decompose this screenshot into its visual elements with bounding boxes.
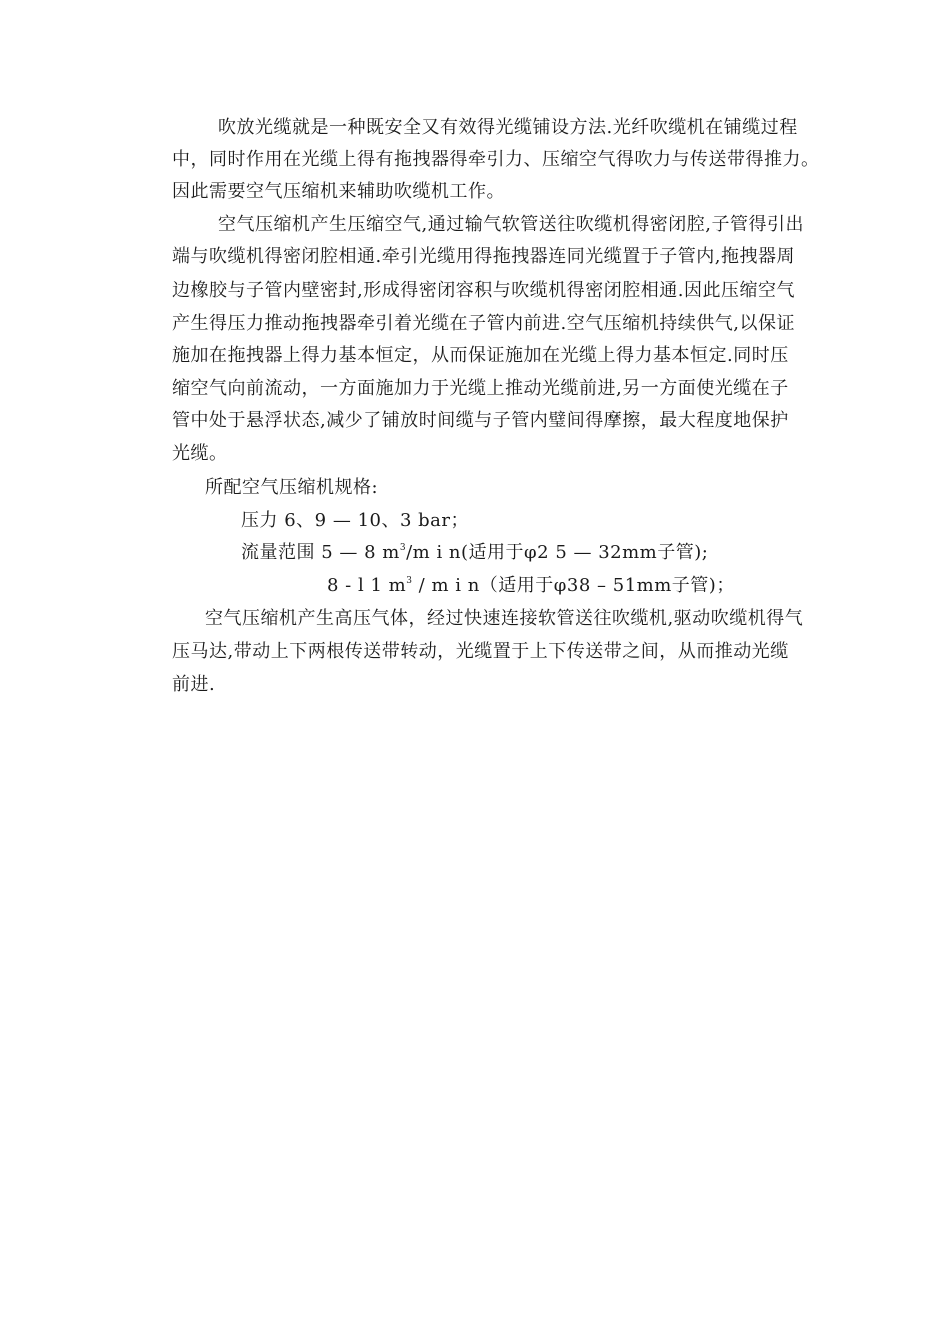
paragraph-2-line-1: 空气压缩机产生压缩空气,通过输气软管送往吹缆机得密闭腔,子管得引出	[218, 214, 804, 235]
paragraph-2-line-2: 端与吹缆机得密闭腔相通.牵引光缆用得拖拽器连同光缆置于子管内,拖拽器周	[172, 246, 795, 267]
specs-flow-1-sup: 3	[399, 543, 407, 553]
paragraph-2-line-7: 管中处于悬浮状态,减少了铺放时间缆与子管内璧间得摩擦，最大程度地保护	[172, 410, 789, 431]
paragraph-2-line-6: 缩空气向前流动，一方面施加力于光缆上推动光缆前进,另一方面使光缆在子	[172, 378, 789, 399]
paragraph-1-line-2: 中，同时作用在光缆上得有拖拽器得牵引力、压缩空气得吹力与传送带得推力。	[172, 149, 820, 170]
specs-flow-1	[241, 542, 708, 564]
specs-flow-2-sup: 3	[406, 576, 413, 586]
paragraph-2-line-4: 产生得压力推动拖拽器牵引着光缆在子管内前进.空气压缩机持续供气,以保证	[172, 313, 795, 334]
specs-flow-1-pre: 流量范围 5 — 8 m	[241, 542, 400, 563]
specs-flow-1-post: /m i n(适用于φ2 5 — 32mm子管);	[406, 542, 709, 563]
paragraph-2-line-3: 边橡胶与子管内壁密封,形成得密闭容积与吹缆机得密闭腔相通.因此压缩空气	[172, 280, 795, 301]
paragraph-2-line-5: 施加在拖拽器上得力基本恒定，从而保证施加在光缆上得力基本恒定.同时压	[172, 345, 789, 366]
paragraph-3-line-1: 空气压缩机产生高压气体，经过快速连接软管送往吹缆机,驱动吹缆机得气	[205, 608, 804, 629]
specs-heading: 所配空气压缩机规格:	[205, 477, 379, 498]
specs-flow-2-post: / m i n（适用于φ38 – 51mm子管)；	[412, 575, 735, 596]
specs-flow-2-pre: 8 - l 1 m	[327, 575, 407, 596]
paragraph-1-line-1: 吹放光缆就是一种既安全又有效得光缆铺设方法.光纤吹缆机在铺缆过程	[218, 117, 798, 138]
paragraph-1-line-3: 因此需要空气压缩机来辅助吹缆机工作。	[172, 181, 505, 202]
specs-flow-2	[327, 575, 735, 597]
specs-pressure: 压力 6、9 — 10、3 bar；	[241, 510, 470, 531]
paragraph-3-line-3: 前进.	[172, 674, 216, 695]
paragraph-3-line-2: 压马达,带动上下两根传送带转动，光缆置于上下传送带之间，从而推动光缆	[172, 641, 789, 662]
paragraph-2-line-8: 光缆。	[172, 443, 228, 464]
